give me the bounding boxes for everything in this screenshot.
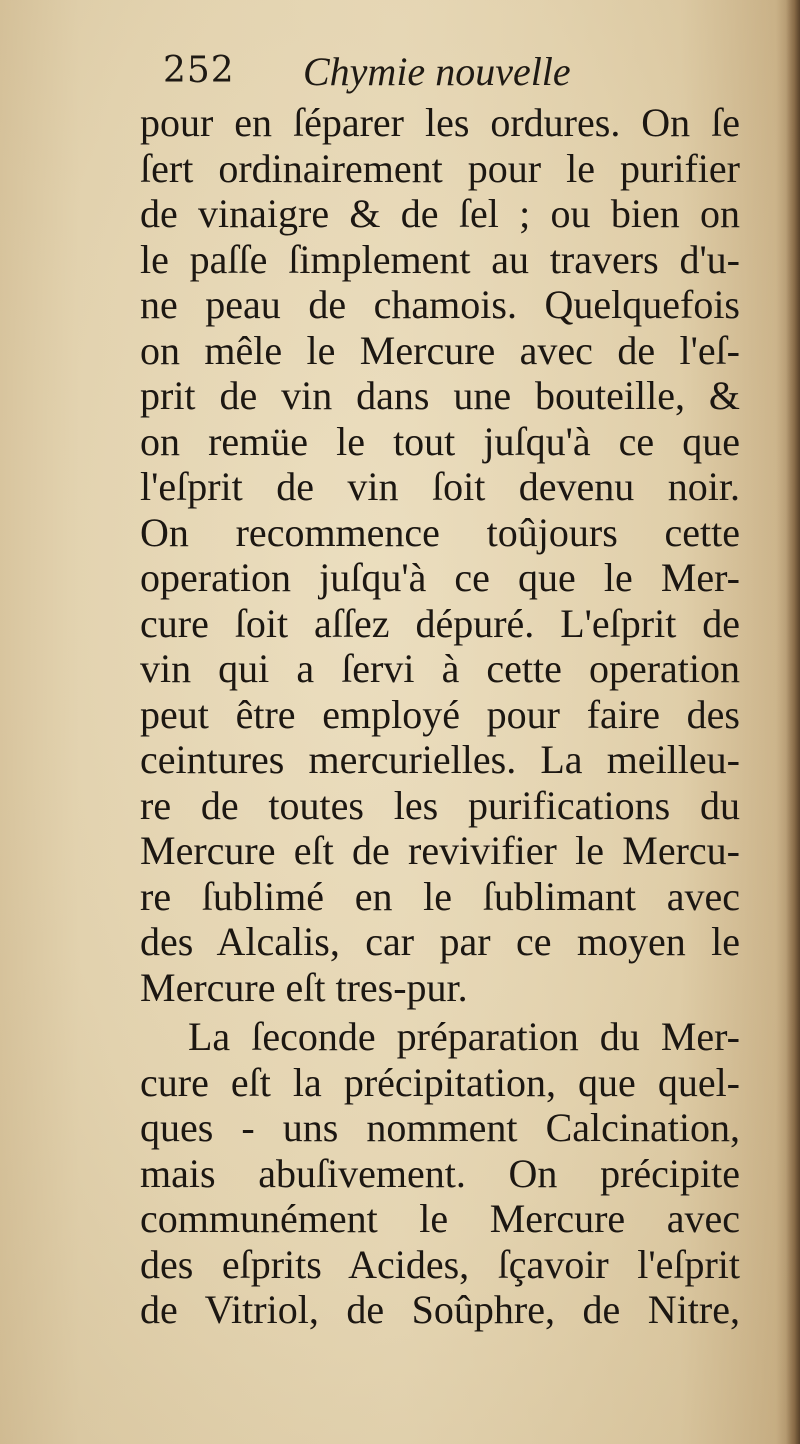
text-line: des Alcalis, car par ce moyen le	[140, 919, 740, 964]
text-line: communément le Mercure avec	[140, 1196, 740, 1241]
text-line: On recommence toûjours cette	[140, 509, 740, 555]
page-header	[163, 40, 723, 96]
text-line: ques - uns nomment Calcination,	[140, 1105, 740, 1150]
paragraph-2	[140, 1014, 740, 1333]
body-text	[140, 100, 740, 1333]
text-line: pour en ſéparer les ordures. On ſe	[140, 100, 740, 145]
text-line: prit de vin dans une bouteille, &	[140, 373, 740, 418]
text-line: cure ſoit aſſez dépuré. L'eſprit de	[140, 600, 740, 646]
text-line: ceintures mercurielles. La meilleu-	[140, 737, 740, 782]
page-number: 252	[163, 50, 235, 91]
text-line: Mercure eſt de revivifier le Mercu-	[140, 828, 740, 873]
text-line: re de toutes les purifications du	[140, 782, 740, 828]
text-line: operation juſqu'à ce que le Mer-	[140, 555, 740, 600]
text-line: de Vitriol, de Soûphre, de Nitre,	[140, 1287, 740, 1332]
text-line: le paſſe ſimplement au travers d'u-	[140, 236, 740, 282]
text-line: vin qui a ſervi à cette operation	[140, 646, 740, 691]
text-line: de vinaigre & de ſel ; ou bien on	[140, 191, 740, 236]
text-line: cure eſt la précipitation, que quel-	[140, 1059, 740, 1105]
text-line: on remüe le tout juſqu'à ce que	[140, 418, 740, 464]
text-line: on mêle le Mercure avec de l'eſ-	[140, 327, 740, 373]
text-line: ne peau de chamois. Quelquefois	[140, 282, 740, 327]
text-line: peut être employé pour faire des	[140, 691, 740, 737]
text-line: des eſprits Acides, ſçavoir l'eſprit	[140, 1241, 740, 1287]
text-line: re ſublimé en le ſublimant avec	[140, 873, 740, 919]
text-line: ſert ordinairement pour le purifier	[140, 145, 740, 191]
text-line: l'eſprit de vin ſoit devenu noir.	[140, 464, 740, 509]
paragraph-1	[140, 100, 740, 1010]
text-line: Mercure eſt tres-pur.	[140, 964, 468, 1010]
running-title: Chymie nouvelle	[303, 49, 571, 94]
text-line: mais abuſivement. On précipite	[140, 1150, 740, 1196]
text-line: La ſeconde préparation du Mer-	[188, 1014, 740, 1059]
